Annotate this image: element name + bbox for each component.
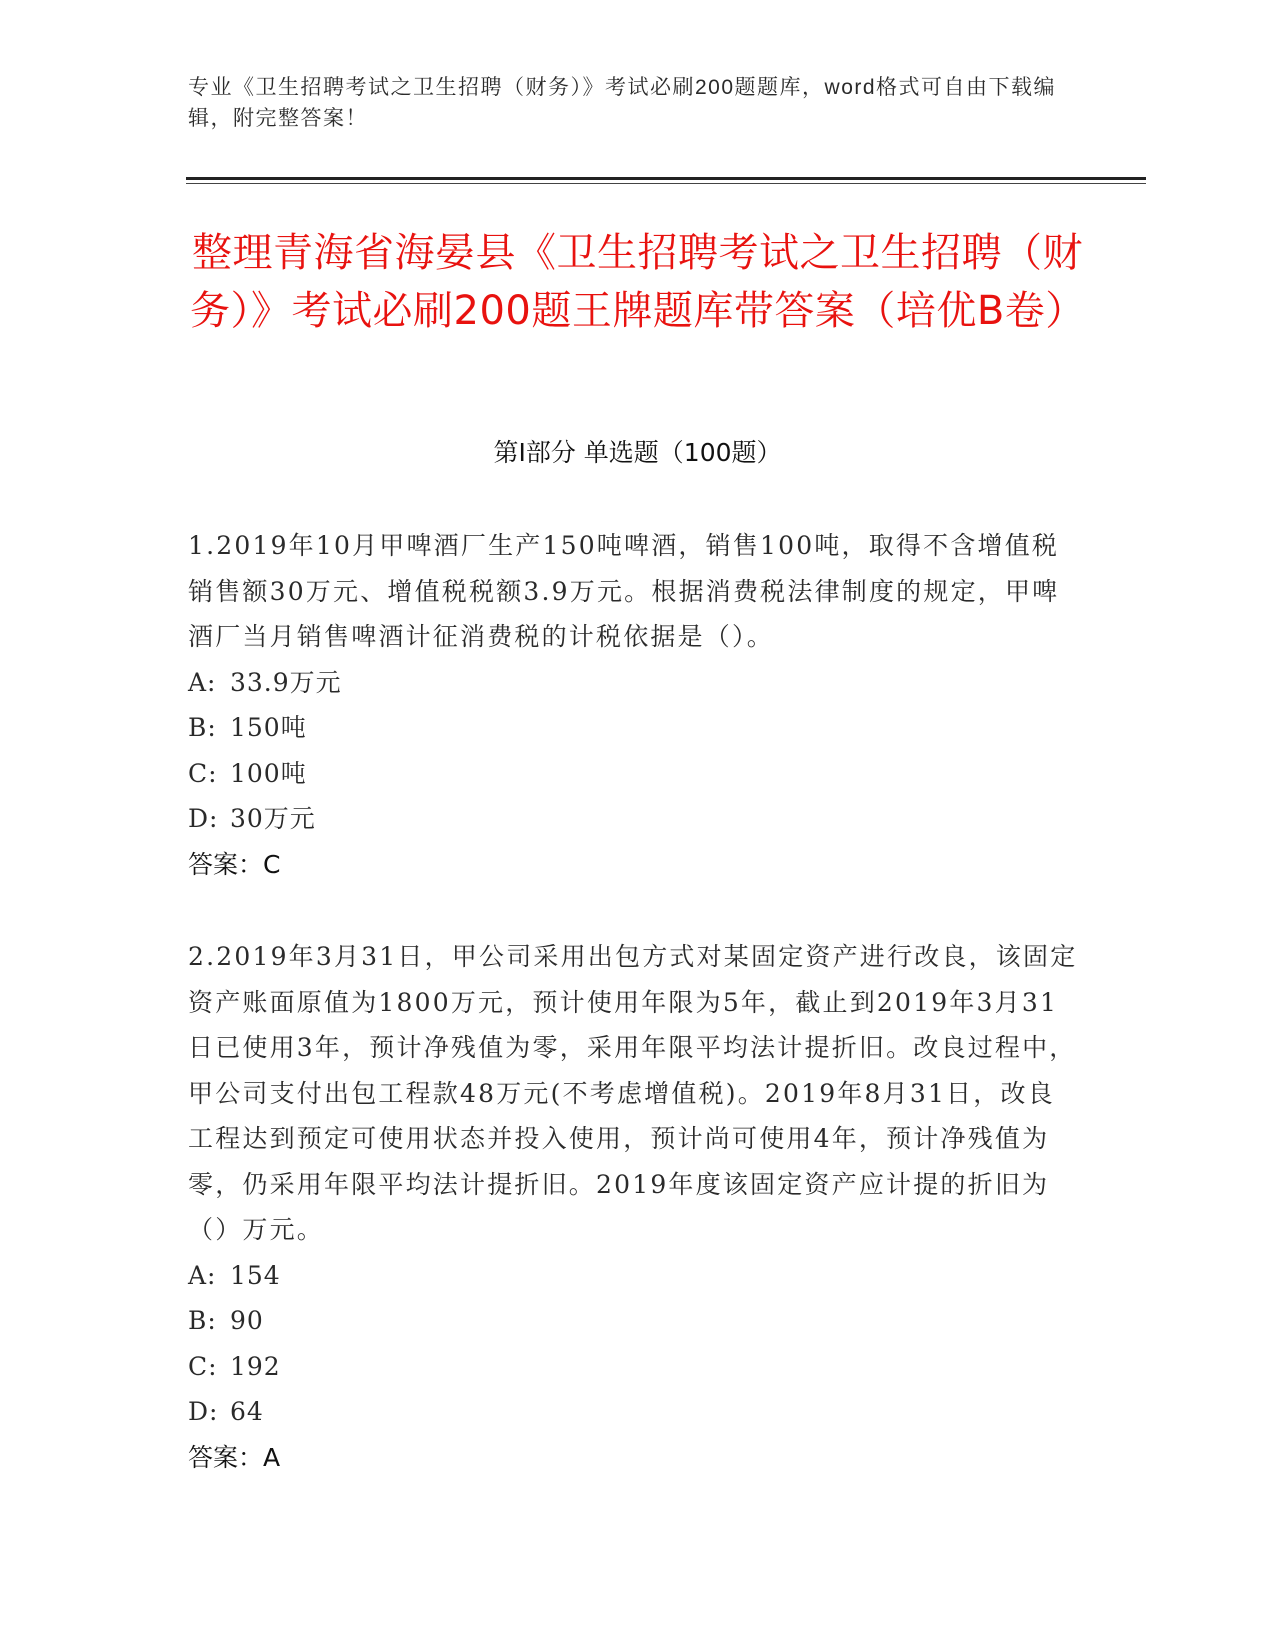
option-key: B: xyxy=(188,713,217,742)
option-d xyxy=(188,796,1078,842)
option-key: D: xyxy=(188,804,219,833)
option-a xyxy=(188,1253,1078,1299)
option-text: 90 xyxy=(230,1306,264,1335)
option-text: 150吨 xyxy=(230,713,307,742)
option-key: C: xyxy=(188,758,218,788)
option-key: A: xyxy=(188,1260,217,1290)
question-2 xyxy=(188,934,1078,1480)
option-c xyxy=(188,751,1078,797)
option-key: A: xyxy=(188,667,217,697)
header-divider xyxy=(186,177,1146,180)
option-c xyxy=(188,1344,1078,1390)
option-b xyxy=(188,1298,1078,1344)
option-text: 154 xyxy=(230,1260,281,1290)
option-b xyxy=(188,705,1078,751)
option-text: 64 xyxy=(230,1397,264,1426)
option-key: C: xyxy=(188,1351,218,1381)
option-d xyxy=(188,1389,1078,1435)
option-text: 33.9万元 xyxy=(230,667,342,697)
question-stem: 1.2019年10月甲啤酒厂生产150吨啤酒，销售100吨，取得不含增值税销售额30万元、增值税税额3.9万元。根据消费税法律制度的规定，甲啤酒厂当月销售啤酒计征消费税的计税依据是（）。 xyxy=(188,531,1060,651)
option-key: D: xyxy=(188,1397,219,1426)
option-text: 192 xyxy=(230,1351,281,1381)
header-divider-thin xyxy=(186,183,1146,184)
option-text: 100吨 xyxy=(230,758,307,788)
option-text: 30万元 xyxy=(230,804,316,833)
question-1 xyxy=(188,523,1078,887)
answer-label: 答案：C xyxy=(188,849,281,879)
option-key: B: xyxy=(188,1306,217,1335)
section-heading: 第I部分 单选题（100题） xyxy=(493,438,782,467)
header-note: 专业《卫生招聘考试之卫生招聘（财务）》考试必刷200题题库，word格式可自由下载编辑，附完整答案！ xyxy=(188,76,1057,130)
answer-label: 答案：A xyxy=(188,1442,281,1472)
question-stem: 2.2019年3月31日，甲公司采用出包方式对某固定资产进行改良，该固定资产账面原值为1800万元，预计使用年限为5年，截止到2019年3月31日已使用3年，预计净残值为零，采用年限平均法计提折旧。改良过程中，甲公司支付出包工程款48万元(不考虑增值税)。2019年8月31日，改良工程达到预定可使用状态并投入使用，预计尚可使用4年，预计净残值为零，仍采用年限平均法计提折旧。2019年度该固定资产应计提的折旧为（）万元。 xyxy=(188,942,1078,1244)
document-title: 整理青海省海晏县《卫生招聘考试之卫生招聘（财务）》考试必刷200题王牌题库带答案（培优B卷） xyxy=(190,230,1086,334)
option-a xyxy=(188,660,1078,706)
